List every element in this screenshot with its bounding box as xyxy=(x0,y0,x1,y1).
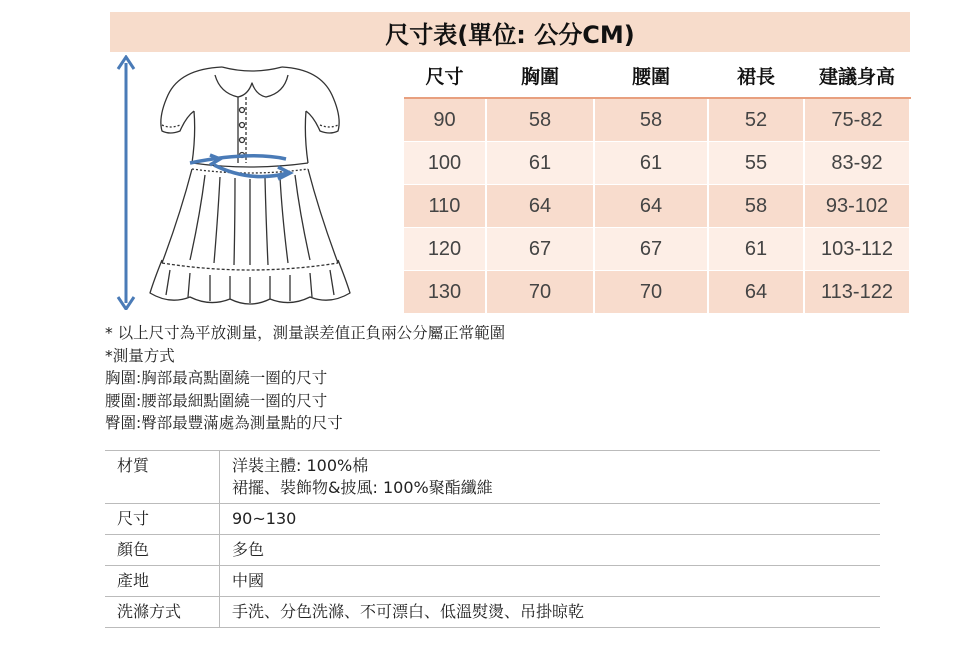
cell: 100 xyxy=(404,142,486,185)
note-line: * 以上尺寸為平放測量，測量誤差值正負兩公分屬正常範圍 xyxy=(105,324,506,342)
header-size: 尺寸 xyxy=(404,54,486,98)
spec-value: 中國 xyxy=(220,566,881,597)
cell: 67 xyxy=(486,228,594,271)
cell: 64 xyxy=(486,185,594,228)
header-height: 建議身高 xyxy=(804,54,910,98)
spec-row-size xyxy=(105,504,880,535)
cell: 55 xyxy=(708,142,804,185)
cell: 64 xyxy=(594,185,708,228)
product-spec-table xyxy=(105,450,880,628)
spec-value: 手洗、分色洗滌、不可漂白、低溫熨燙、吊掛晾乾 xyxy=(220,597,881,628)
cell: 61 xyxy=(486,142,594,185)
dress-illustration xyxy=(110,55,400,310)
note-line: 腰圍:腰部最細點圍繞一圈的尺寸 xyxy=(105,391,328,410)
table-row xyxy=(404,98,910,142)
measurement-notes xyxy=(105,322,505,435)
header-chest: 胸圍 xyxy=(486,54,594,98)
cell: 70 xyxy=(594,271,708,314)
note-line: 臀圍:臀部最豐滿處為測量點的尺寸 xyxy=(105,414,343,432)
spec-row-wash xyxy=(105,597,880,628)
cell: 61 xyxy=(594,142,708,185)
note-line: *測量方式 xyxy=(105,346,175,365)
cell: 58 xyxy=(708,185,804,228)
cell: 93-102 xyxy=(804,185,910,228)
length-arrow-icon xyxy=(118,57,134,309)
cell: 52 xyxy=(708,98,804,142)
note-line: 胸圍:胸部最高點圍繞一圈的尺寸 xyxy=(105,369,328,387)
cell: 83-92 xyxy=(804,142,910,185)
spec-row-color xyxy=(105,535,880,566)
spec-label: 顏色 xyxy=(105,535,220,566)
spec-row-origin xyxy=(105,566,880,597)
spec-row-material xyxy=(105,451,880,504)
header-waist: 腰圍 xyxy=(594,54,708,98)
cell: 67 xyxy=(594,228,708,271)
spec-label: 洗滌方式 xyxy=(105,597,220,628)
spec-value: 90~130 xyxy=(220,504,881,535)
header-skirt-length: 裙長 xyxy=(708,54,804,98)
size-table-header xyxy=(404,54,910,98)
cell: 110 xyxy=(404,185,486,228)
spec-label: 材質 xyxy=(105,451,220,504)
material-line: 裙擺、裝飾物&披風: 100%聚酯纖維 xyxy=(232,478,493,497)
size-chart-title-bar xyxy=(110,12,910,52)
spec-label: 產地 xyxy=(105,566,220,597)
table-row xyxy=(404,271,910,314)
cell: 120 xyxy=(404,228,486,271)
spec-label: 尺寸 xyxy=(105,504,220,535)
size-chart-title: 尺寸表(單位: 公分CM) xyxy=(385,20,635,49)
cell: 70 xyxy=(486,271,594,314)
cell: 58 xyxy=(486,98,594,142)
cell: 90 xyxy=(404,98,486,142)
spec-value xyxy=(220,451,881,504)
cell: 113-122 xyxy=(804,271,910,314)
cell: 130 xyxy=(404,271,486,314)
material-line: 洋裝主體: 100%棉 xyxy=(232,456,369,475)
table-row xyxy=(404,185,910,228)
table-row xyxy=(404,142,910,185)
table-row xyxy=(404,228,910,271)
spec-value: 多色 xyxy=(220,535,881,566)
cell: 61 xyxy=(708,228,804,271)
size-table xyxy=(404,54,911,313)
cell: 75-82 xyxy=(804,98,910,142)
cell: 58 xyxy=(594,98,708,142)
cell: 103-112 xyxy=(804,228,910,271)
cell: 64 xyxy=(708,271,804,314)
